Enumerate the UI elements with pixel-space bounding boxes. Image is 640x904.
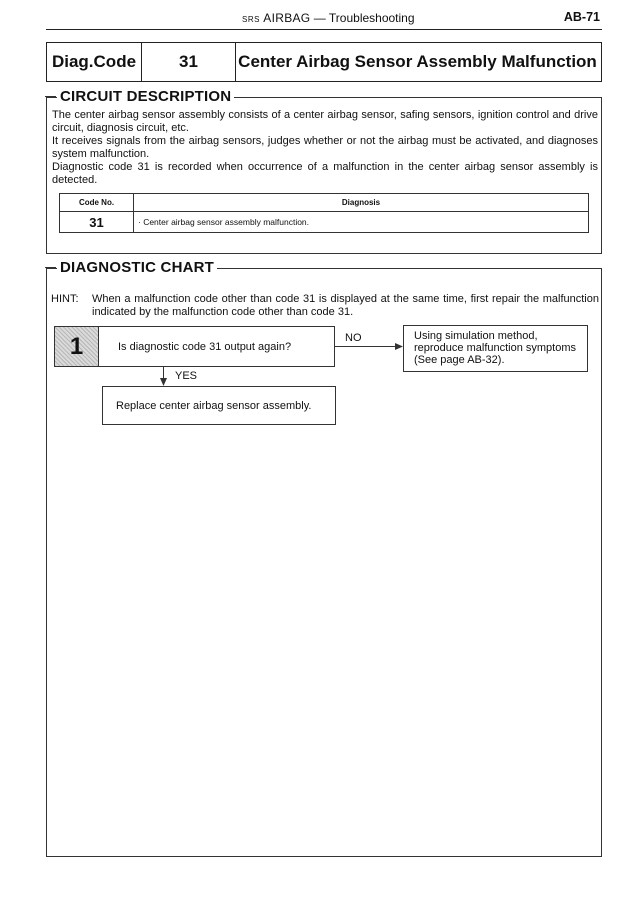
- circuit-description-heading: CIRCUIT DESCRIPTION: [57, 88, 234, 105]
- hint-text: When a malfunction code other than code 31 is displayed at the same time, first repair the malfunction indicated by the malfunction code other than code 31.: [92, 293, 599, 318]
- yes-arrow-head: [160, 378, 167, 386]
- header-system-small: SRS: [242, 15, 260, 24]
- diag-code-label: Diag.Code: [47, 43, 142, 81]
- circuit-paragraph: The center airbag sensor assembly consists of a center airbag sensor, safing sensors, ignition control and drive circuit, diagnosis circuit, etc.: [52, 109, 598, 134]
- column-header-diagnosis: Diagnosis: [341, 198, 381, 207]
- diagnostic-chart-section: [46, 259, 602, 857]
- no-action-line: (See page AB-32).: [414, 354, 505, 366]
- no-branch-line: [335, 346, 401, 347]
- diag-code-banner: [46, 42, 602, 82]
- diag-code-title: Center Airbag Sensor Assembly Malfunction: [238, 52, 597, 71]
- diag-code-value: 31: [142, 43, 236, 81]
- no-action-line: reproduce malfunction symptoms: [414, 342, 577, 354]
- yes-label: YES: [175, 370, 198, 382]
- table-row: [60, 212, 588, 232]
- circuit-description-text: [52, 109, 598, 187]
- step-question: Is diagnostic code 31 output again?: [118, 341, 292, 353]
- no-action-box: [403, 325, 588, 372]
- table-cell-code: 31: [60, 212, 134, 232]
- table-cell-diagnosis: · Center airbag sensor assembly malfunction.: [138, 217, 310, 227]
- yes-action-text: Replace center airbag sensor assembly.: [116, 400, 312, 412]
- no-label: NO: [345, 332, 362, 344]
- column-header-code: Code No.: [60, 194, 134, 211]
- step-question-box: [54, 326, 335, 367]
- page-number: AB-71: [563, 10, 600, 24]
- circuit-paragraph: It receives signals from the airbag sensors, judges whether or not the airbag must be activated, and diagnoses system malfunction.: [52, 135, 598, 160]
- header-section: — Troubleshooting: [313, 11, 415, 25]
- no-arrow-head: [395, 343, 403, 350]
- circuit-description-section: [46, 88, 602, 254]
- header-title: [242, 11, 415, 25]
- diagnosis-table: [59, 193, 589, 233]
- hint-label: HINT:: [51, 293, 79, 305]
- diagnostic-chart-heading: DIAGNOSTIC CHART: [57, 259, 217, 276]
- yes-action-box: [102, 386, 336, 425]
- step-number: 1: [55, 327, 99, 366]
- table-header-row: [60, 194, 588, 212]
- header-system: AIRBAG: [263, 11, 311, 25]
- page-header: [46, 8, 602, 30]
- circuit-paragraph: Diagnostic code 31 is recorded when occurrence of a malfunction in the center airbag sensor assembly is detected.: [52, 161, 598, 186]
- no-action-line: Using simulation method,: [414, 330, 538, 342]
